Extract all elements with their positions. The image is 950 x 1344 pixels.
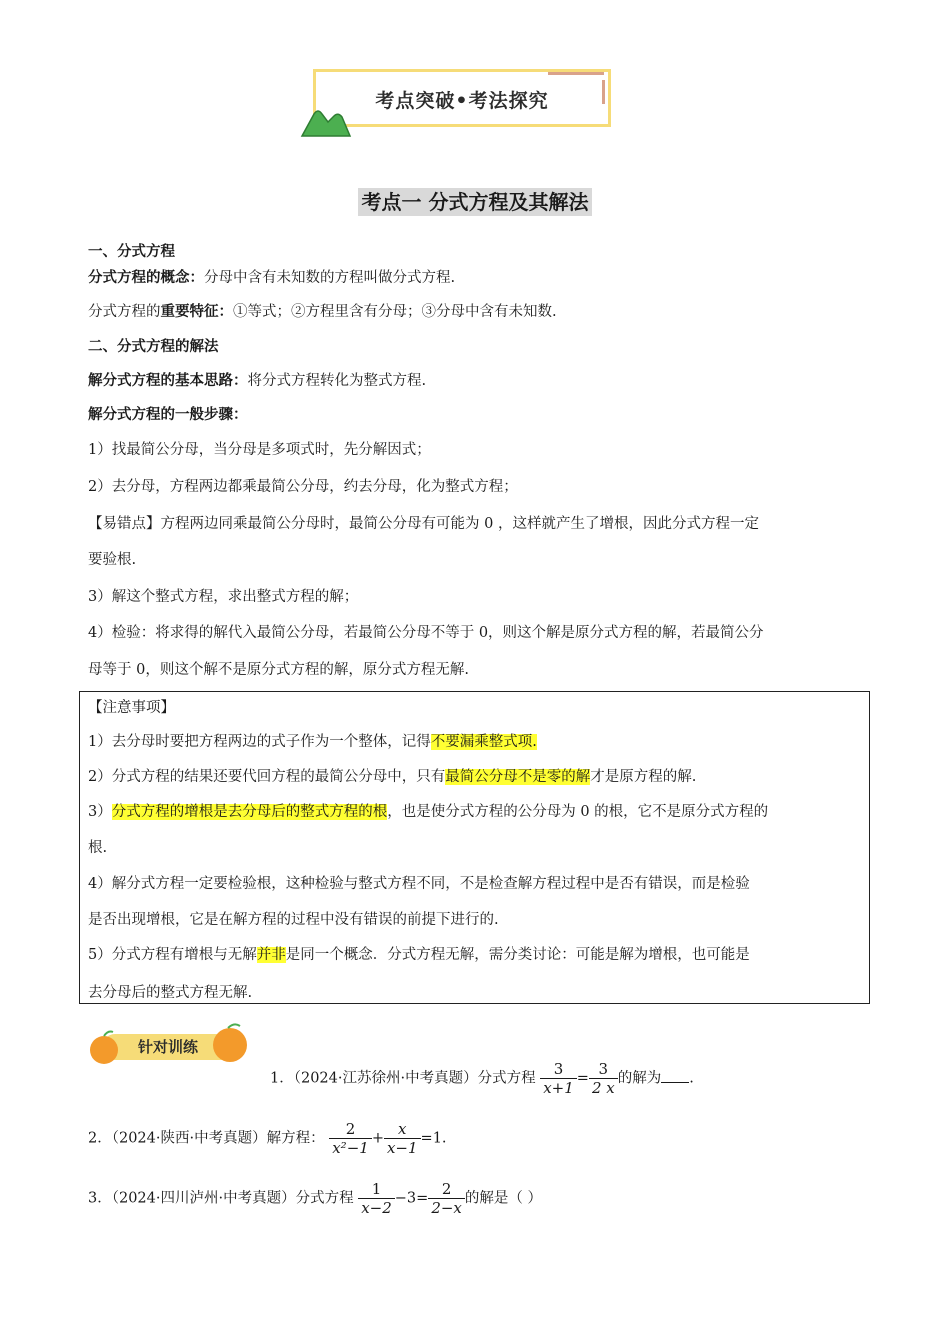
orange-icon bbox=[90, 1036, 118, 1064]
heading-part1: 一、分式方程 bbox=[88, 244, 175, 260]
note-5-text-end: 是同一个概念．分式方程无解，需分类讨论：可能是解为增根，也可能是 bbox=[285, 947, 750, 963]
note-3-highlight: 分式方程的增根是去分母后的整式方程的根 bbox=[111, 804, 388, 820]
q1-f1-num: 3 bbox=[540, 1060, 577, 1079]
q3-f1-num: 1 bbox=[358, 1180, 395, 1199]
q3-f1-den: x−2 bbox=[361, 1199, 392, 1217]
step-3: 3）解这个整式方程，求出整式方程的解； bbox=[88, 589, 359, 605]
notes-title: 【注意事项】 bbox=[88, 700, 175, 716]
q2-f2-den: x−1 bbox=[386, 1139, 418, 1157]
note-5-highlight: 并非 bbox=[256, 947, 286, 963]
note-3-text: ，也是使分式方程的公分母为 0 的根，它不是原分式方程的 bbox=[387, 804, 769, 820]
q1-suffix: 的解为 bbox=[617, 1070, 662, 1087]
q3-suffix: 的解是（ ） bbox=[464, 1190, 542, 1207]
note-4: 4）解分式方程一定要检验根，这种检验与整式方程不同，不是检查解方程过程中是否有错误，而是检验 bbox=[88, 876, 750, 892]
heading-part2: 二、分式方程的解法 bbox=[88, 339, 219, 355]
q1-prefix: 1．（2024·江苏徐州·中考真题）分式方程 bbox=[270, 1070, 536, 1087]
mistake-label: 【易错点】 bbox=[88, 516, 161, 532]
step-2: 2）去分母，方程两边都乘最简公分母，约去分母，化为整式方程； bbox=[88, 479, 518, 495]
q2-rhs: =1. bbox=[420, 1130, 447, 1147]
step-4-cont: 母等于 0，则这个解不是原分式方程的解，原分式方程无解. bbox=[88, 662, 469, 678]
banner-title: 考点突破•考法探究 bbox=[375, 90, 549, 112]
note-1-highlight: 不要漏乘整式项. bbox=[430, 734, 537, 750]
q1-answer-blank[interactable] bbox=[661, 1070, 689, 1083]
leaf-icon bbox=[228, 1024, 240, 1028]
q1-fraction-1 bbox=[540, 1060, 577, 1097]
orange-icon bbox=[213, 1028, 247, 1062]
note-5-text: 5）分式方程有增根与无解 bbox=[88, 947, 257, 963]
q2-prefix: 2．（2024·陕西·中考真题）解方程： bbox=[88, 1130, 325, 1147]
q2-fraction-2 bbox=[384, 1120, 421, 1157]
concept-line bbox=[88, 268, 455, 288]
concept-text: 分母中含有未知数的方程叫做分式方程. bbox=[204, 270, 456, 286]
note-1 bbox=[88, 732, 537, 752]
badge-label: 针对训练 bbox=[137, 1038, 199, 1056]
step-1: 1）找最简公分母，当分母是多项式时，先分解因式； bbox=[88, 442, 431, 458]
concept-label: 分式方程的概念： bbox=[88, 270, 204, 286]
note-2-text-end: 才是原方程的解. bbox=[590, 769, 697, 785]
mistake-line-2: 要验根. bbox=[88, 552, 137, 568]
note-2 bbox=[88, 767, 696, 787]
q3-fraction-1 bbox=[358, 1180, 395, 1217]
mistake-line bbox=[88, 514, 759, 534]
q3-mid: −3= bbox=[394, 1190, 429, 1207]
note-3-prefix: 3） bbox=[88, 804, 112, 820]
idea-label: 解分式方程的基本思路： bbox=[88, 373, 248, 389]
question-1 bbox=[270, 1060, 694, 1097]
steps-label: 解分式方程的一般步骤： bbox=[88, 407, 248, 423]
q1-f1-den: x+1 bbox=[543, 1079, 574, 1097]
question-2 bbox=[88, 1120, 447, 1157]
feature-prefix: 分式方程的 bbox=[88, 304, 161, 320]
feature-label: 重要特征： bbox=[160, 304, 233, 320]
mistake-text: 方程两边同乘最简公分母时，最简公分母有可能为 0 ，这样就产生了增根，因此分式方程一定 bbox=[160, 516, 759, 532]
note-4-cont: 是否出现增根，它是在解方程的过程中没有错误的前提下进行的. bbox=[88, 912, 499, 928]
note-3 bbox=[88, 802, 768, 822]
banner-decoration bbox=[548, 72, 604, 75]
note-2-highlight: 最简公分母不是零的解 bbox=[445, 769, 591, 785]
q1-f2-den: 2 x bbox=[591, 1079, 615, 1097]
question-3 bbox=[88, 1180, 542, 1217]
note-1-text: 1）去分母时要把方程两边的式子作为一个整体，记得 bbox=[88, 734, 431, 750]
note-5 bbox=[88, 945, 750, 965]
feature-text: ①等式；②方程里含有分母；③分母中含有未知数. bbox=[233, 304, 557, 320]
section-title: 考点一 分式方程及其解法 bbox=[0, 186, 950, 215]
q2-f2-num: x bbox=[384, 1120, 421, 1139]
q1-fraction-2 bbox=[589, 1060, 618, 1097]
idea-text: 将分式方程转化为整式方程. bbox=[247, 373, 427, 389]
q1-equals: = bbox=[576, 1070, 589, 1087]
q3-fraction-2 bbox=[428, 1180, 465, 1217]
note-2-text: 2）分式方程的结果还要代回方程的最简公分母中，只有 bbox=[88, 769, 446, 785]
q3-f2-num: 2 bbox=[428, 1180, 465, 1199]
q3-f2-den: 2−x bbox=[431, 1199, 462, 1217]
header-banner bbox=[313, 69, 611, 127]
q1-end: . bbox=[689, 1070, 694, 1087]
q3-prefix: 3．（2024·四川泸州·中考真题）分式方程 bbox=[88, 1190, 354, 1207]
step-4: 4）检验：将求得的解代入最简公分母，若最简公分母不等于 0，则这个解是原分式方程的解，若最简公分 bbox=[88, 625, 764, 641]
q1-f2-num: 3 bbox=[589, 1060, 618, 1079]
note-3-cont: 根. bbox=[88, 840, 108, 856]
training-badge bbox=[88, 1020, 250, 1070]
q2-f1-den: x²−1 bbox=[332, 1139, 369, 1157]
q2-plus: + bbox=[371, 1130, 384, 1147]
q2-fraction-1 bbox=[329, 1120, 372, 1157]
note-5-cont: 去分母后的整式方程无解. bbox=[88, 985, 253, 1001]
idea-line bbox=[88, 371, 426, 391]
feature-line bbox=[88, 302, 557, 322]
banner-decoration bbox=[602, 80, 605, 104]
mountain-icon bbox=[300, 104, 352, 138]
q2-f1-num: 2 bbox=[329, 1120, 372, 1139]
